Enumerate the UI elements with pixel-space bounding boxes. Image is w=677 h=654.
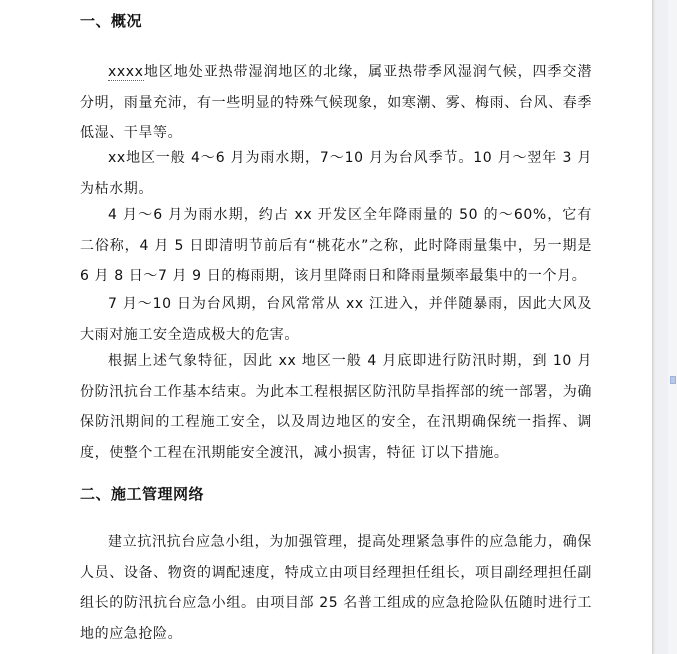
- paragraph-rainy-period: 4 月～6 月为雨水期，约占 xx 开发区全年降雨量的 50 的～60%，它有二俗称，4 月 5 日即清明节前后有“桃花水”之称，此时降雨量集中，另一期是 6 月 8 日～7 月 9 日的梅雨期，该月里降雨日和降雨量频率最集中的一个月。: [80, 207, 592, 284]
- paragraph-flood-control: 根据上述气象特征，因此 xx 地区一般 4 月底即进行防汛时期，到 10 月份防汛抗台工作基本结束。为此本工程根据区防汛防旱指挥部的统一部署，为确保防汛期间的工程施工安全，以及周边地区的安全，在汛期确保统一指挥、调度，使整个工程在汛期能安全渡汛，减小损害，特征 订以下措施。: [80, 353, 592, 461]
- section-heading-management-network: 二、施工管理网络: [80, 485, 205, 503]
- paragraph-emergency-team: 建立抗汛抗台应急小组，为加强管理，提高处理紧急事件的应急能力，确保人员、设备、物资的调配速度，特成立由项目经理担任组长，项目副经理担任副组长的防汛抗台应急小组。由项目部 25 名普工组成的应急抢险队伍随时进行工地的应急抢险。: [80, 534, 592, 642]
- vertical-scrollbar[interactable]: [668, 0, 677, 654]
- placeholder-region-name: xxxx: [108, 64, 144, 80]
- paragraph-climate-overview-text: 地区地处亚热带湿润地区的北缘，属亚热带季风湿润气候，四季交潜分明，雨量充沛，有一些明显的特殊气候现象，如寒潮、雾、梅雨、台风、春季低湿、干旱等。: [80, 64, 592, 141]
- paragraph-climate-overview: [80, 57, 592, 149]
- scroll-position-marker-icon[interactable]: [670, 376, 676, 384]
- section-heading-overview: 一、概况: [80, 12, 143, 30]
- paragraph-typhoon-period: 7 月～10 日为台风期，台风常常从 xx 江进入，并伴随暴雨，因此大风及大雨对施工安全造成极大的危害。: [80, 296, 592, 343]
- paragraph-rain-seasons: xx地区一般 4～6 月为雨水期，7～10 月为台风季节。10 月～翌年 3 月为枯水期。: [80, 150, 592, 197]
